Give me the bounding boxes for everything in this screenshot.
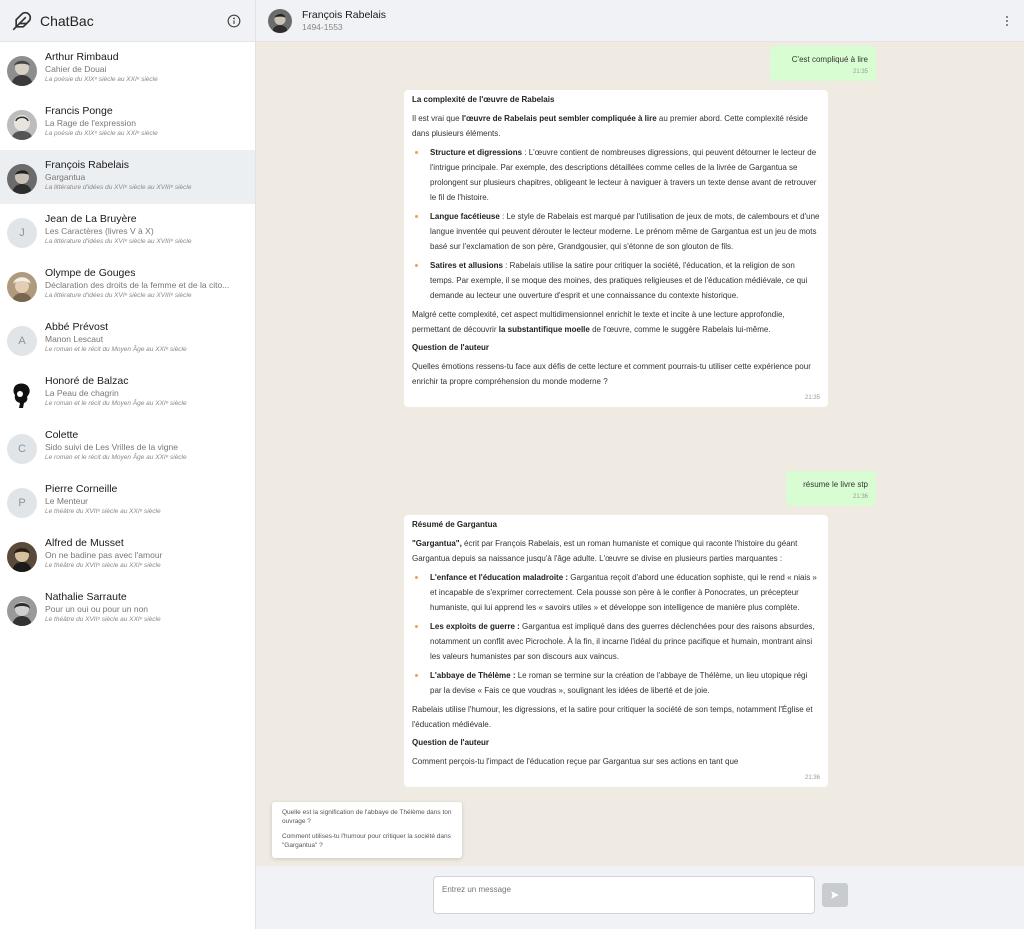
contact-work: On ne badine pas avec l'amour: [45, 550, 163, 560]
contact-text: [45, 320, 247, 355]
text-run: : L'œuvre contient de nombreuses digressions, qui peuvent détourner le lecteur de l'intrigue principale. Par exemple, des descriptions détaillées comme celles de la livrée de Gargantua se prolongent sur plusieurs chapitres, obligeant le lecteur à naviguer à travers un texte dense avant de retrouver le fil de l'histoire.: [430, 148, 817, 202]
list-item: [412, 570, 820, 615]
contact-name: François Rabelais: [45, 159, 130, 171]
message-time: 21:36: [852, 494, 868, 500]
bold-text: Satires et allusions: [430, 261, 503, 270]
message-paragraph: [412, 111, 820, 141]
contact-period: Le théâtre du XVIIᵉ siècle au XXIᵉ siècle: [45, 616, 161, 623]
contact-period: La poésie du XIXᵉ siècle au XXIᵉ siècle: [45, 76, 158, 83]
list-item: [412, 619, 820, 664]
text-run: : Le style de Rabelais est marqué par l'utilisation de jeux de mots, de calembours et d'une langue inventée qui peuvent dérouter le lecteur moderne. Le prénom même de Gargantua est un jeu de mots basé sur l'exclamation de son père, Grandgousier, qui s'étonne de son glouton de fils.: [430, 212, 820, 251]
contact-work: Les Caractères (livres V à X): [45, 226, 154, 236]
message-heading: Question de l'auteur: [412, 738, 490, 747]
contact-item[interactable]: [0, 528, 255, 582]
message-paragraph: [412, 536, 820, 566]
contact-work: Manon Lescaut: [45, 334, 104, 344]
bold-text: L'enfance et l'éducation maladroite :: [430, 573, 569, 582]
suggestions-popup: [272, 802, 462, 858]
avatar: [7, 110, 37, 140]
contact-text: [45, 50, 247, 85]
send-icon: [830, 888, 840, 903]
text-run: Gargantua reçoit d'abord une éducation sophiste, qui le rend « niais » et incapable de s'exprimer correctement. Cela pousse son père à le confier à Ponocrates, un précepteur humaniste, qui lui apprend les « savoirs utiles » et développe son intelligence de manière plus complète.: [430, 573, 817, 612]
chat-title: François Rabelais: [302, 8, 387, 21]
user-message: [786, 471, 876, 506]
contact-item[interactable]: [0, 474, 255, 528]
message-text: résume le livre stp: [803, 480, 868, 489]
contact-work: La Rage de l'expression: [45, 118, 136, 128]
message-time: 21:36: [804, 775, 820, 781]
text-run: écrit par François Rabelais, est un roman humaniste et comique qui raconte l'histoire du géant Gargantua depuis sa naissance jusqu'à l'âge adulte. L'œuvre se divise en plusieurs parties marquantes :: [412, 539, 798, 563]
contact-text: [45, 158, 247, 193]
bold-text: "Gargantua",: [412, 539, 462, 548]
avatar: P: [7, 488, 37, 518]
contact-work: Cahier de Douai: [45, 64, 107, 74]
bot-message: [404, 90, 828, 407]
user-message: [770, 46, 876, 81]
list-item: [412, 258, 820, 303]
message-input[interactable]: [433, 876, 815, 914]
contact-text: [45, 266, 247, 301]
contact-text: [45, 590, 247, 625]
text-run: Malgré cette complexité, cet aspect multidimensionnel enrichit le texte et incite à une lecture approfondie, permettant de découvrir: [412, 310, 785, 334]
contact-name: Colette: [45, 429, 79, 441]
contact-item[interactable]: [0, 42, 255, 96]
bullet-list: [412, 570, 820, 698]
avatar: [7, 380, 37, 410]
contact-item[interactable]: [0, 258, 255, 312]
bold-text: l'œuvre de Rabelais peut sembler compliquée à lire: [461, 114, 657, 123]
contact-name: Pierre Corneille: [45, 483, 118, 495]
sidebar: [0, 0, 256, 929]
chat-subtitle: 1494-1553: [302, 21, 343, 32]
contact-work: Pour un oui ou pour un non: [45, 604, 149, 614]
message-heading: Question de l'auteur: [412, 343, 490, 352]
contact-name: Francis Ponge: [45, 105, 113, 117]
message-text: C'est compliqué à lire: [791, 55, 868, 64]
avatar: J: [7, 218, 37, 248]
message-paragraph: [412, 307, 820, 337]
suggestion-item[interactable]: Comment utilises-tu l'humour pour critiquer la société dans "Gargantua" ?: [282, 833, 451, 849]
bold-text: L'abbaye de Thélème :: [430, 671, 516, 680]
chat-panel: [256, 0, 1024, 929]
contact-name: Abbé Prévost: [45, 321, 109, 333]
contact-list: [0, 42, 255, 636]
app-title: ChatBac: [40, 12, 94, 29]
list-item: [412, 209, 820, 254]
text-run: Le roman se termine sur la création de l'abbaye de Thélème, un lieu utopique régi par la devise « Fais ce que voudras », soulignant les idées de liberté et de joie.: [430, 671, 808, 695]
contact-period: La littérature d'idées du XVIᵉ siècle au XVIIIᵉ siècle: [45, 292, 192, 299]
contact-item[interactable]: [0, 96, 255, 150]
contact-text: [45, 482, 247, 517]
contact-text: [45, 212, 247, 247]
message-heading: Résumé de Gargantua: [412, 520, 497, 529]
contact-work: Sido suivi de Les Vrilles de la vigne: [45, 442, 178, 452]
message-paragraph: Comment perçois-tu l'impact de l'éducation reçue par Gargantua sur ses actions en tant que: [412, 757, 739, 766]
contact-name: Jean de La Bruyère: [45, 213, 137, 225]
text-run: : Rabelais utilise la satire pour critiquer la société, l'éducation, et la religion de son temps. Par exemple, il se moque des moines, des pratiques religieuses et de l'éducation médiévale, ce qui demande au lecteur une ouverture d'esprit et une connaissance du contexte historique.: [430, 261, 808, 300]
contact-item[interactable]: [0, 204, 255, 258]
contact-period: Le roman et le récit du Moyen Âge au XXIᵉ siècle: [45, 346, 187, 353]
avatar: [7, 164, 37, 194]
message-time: 21:35: [852, 69, 868, 75]
bold-text: Les exploits de guerre :: [430, 622, 520, 631]
chat-avatar: [268, 9, 292, 33]
chat-header: [256, 0, 1024, 42]
suggestion-item[interactable]: Quelle est la signification de l'abbaye de Thélème dans ton ouvrage ?: [282, 809, 452, 825]
sidebar-header: [0, 0, 255, 42]
bullet-list: [412, 145, 820, 303]
contact-item[interactable]: [0, 582, 255, 636]
contact-period: La poésie du XIXᵉ siècle au XXIᵉ siècle: [45, 130, 158, 137]
text-run: de l'œuvre, comme le suggère Rabelais lui-même.: [589, 325, 771, 334]
contact-text: [45, 104, 247, 139]
contact-period: Le roman et le récit du Moyen Âge au XXIᵉ siècle: [45, 454, 187, 461]
message-paragraph: Rabelais utilise l'humour, les digressions, et la satire pour critiquer la société de son temps, notamment l'Église et l'éducation médiévale.: [412, 705, 813, 729]
bold-text: la substantifique moelle: [498, 325, 590, 334]
info-icon[interactable]: [227, 14, 241, 28]
contact-work: Déclaration des droits de la femme et de la cito...: [45, 280, 230, 290]
contact-work: Le Menteur: [45, 496, 88, 506]
contact-item[interactable]: [0, 150, 255, 204]
contact-name: Alfred de Musset: [45, 537, 124, 549]
avatar: A: [7, 326, 37, 356]
contact-item[interactable]: [0, 420, 255, 474]
avatar: [7, 596, 37, 626]
message-time: 21:35: [804, 395, 820, 401]
list-item: [412, 668, 820, 698]
bold-text: Langue facétieuse: [430, 212, 500, 221]
contact-text: [45, 428, 247, 463]
text-run: Gargantua est impliqué dans des guerres déclenchées pour des raisons absurdes, notamment un conflit avec Picrochole. À la fin, il incarne l'idéal du prince pacifique et humain, montrant ainsi les valeurs humanistes par son discours aux vaincus.: [430, 622, 815, 661]
list-item: [412, 145, 820, 205]
contact-item[interactable]: [0, 312, 255, 366]
send-button[interactable]: [822, 883, 848, 907]
kebab-menu-icon[interactable]: [1002, 14, 1012, 28]
text-run: Il est vrai que: [412, 114, 462, 123]
avatar: [7, 56, 37, 86]
contact-text: [45, 374, 247, 409]
bot-message: [404, 515, 828, 787]
contact-name: Olympe de Gouges: [45, 267, 136, 279]
contact-name: Honoré de Balzac: [45, 375, 129, 387]
avatar: C: [7, 434, 37, 464]
contact-period: La littérature d'idées du XVIᵉ siècle au XVIIIᵉ siècle: [45, 184, 192, 191]
contact-work: La Peau de chagrin: [45, 388, 119, 398]
contact-period: Le théâtre du XVIIᵉ siècle au XXIᵉ siècle: [45, 508, 161, 515]
contact-text: [45, 536, 247, 571]
avatar: [7, 542, 37, 572]
feather-icon: [12, 11, 32, 31]
contact-period: Le roman et le récit du Moyen Âge au XXIᵉ siècle: [45, 400, 187, 407]
contact-period: La littérature d'idées du XVIᵉ siècle au XVIIIᵉ siècle: [45, 238, 192, 245]
message-composer: [256, 866, 1024, 929]
message-heading: La complexité de l'œuvre de Rabelais: [412, 95, 555, 104]
contact-work: Gargantua: [45, 172, 86, 182]
text-run: au premier abord. Cette complexité réside dans plusieurs éléments.: [412, 114, 808, 138]
message-paragraph: Quelles émotions ressens-tu face aux défis de cette lecture et comment pourrais-tu utiliser cette expérience pour enrichir ta propre compréhension du monde moderne ?: [412, 362, 811, 386]
bold-text: Structure et digressions: [430, 148, 523, 157]
contact-name: Nathalie Sarraute: [45, 591, 127, 603]
avatar: [7, 272, 37, 302]
contact-item[interactable]: [0, 366, 255, 420]
contact-period: Le théâtre du XVIIᵉ siècle au XXIᵉ siècle: [45, 562, 161, 569]
contact-name: Arthur Rimbaud: [45, 51, 119, 63]
